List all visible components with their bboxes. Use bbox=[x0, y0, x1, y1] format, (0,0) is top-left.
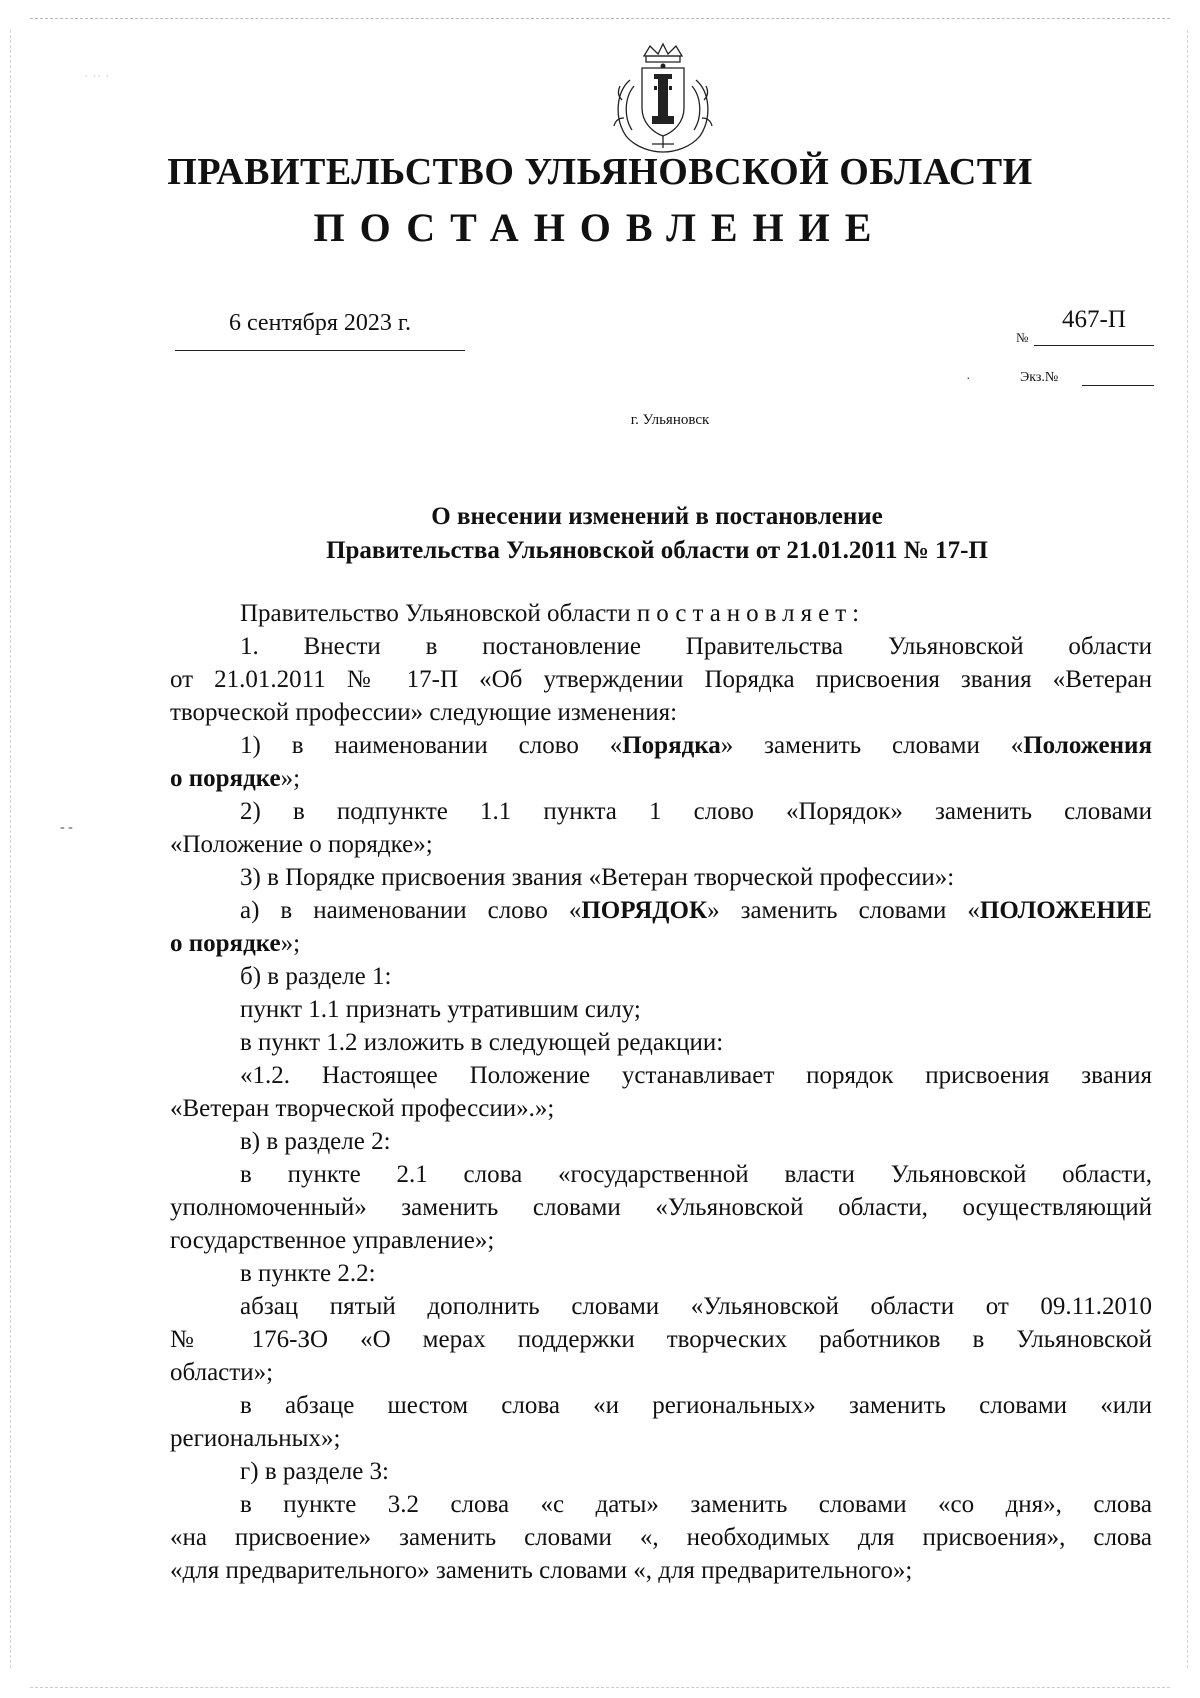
subitem-line: г) в разделе 3: bbox=[240, 1458, 389, 1485]
intro-verb: постановляет bbox=[636, 600, 853, 627]
copy-number-underline bbox=[1082, 385, 1154, 386]
subitem-line: в пункте 2.1 слова «государственной власти Ульяновской области, bbox=[240, 1161, 1152, 1188]
bold-term: о порядке bbox=[170, 765, 281, 792]
number-label: № bbox=[1016, 330, 1029, 345]
subitem-line: области»; bbox=[170, 1359, 274, 1386]
subitem-line bbox=[170, 894, 1152, 927]
text-run: » заменить словами « bbox=[707, 897, 980, 924]
paragraph-line: творческой профессии» следующие изменения: bbox=[170, 699, 678, 726]
item-line: 3) в Порядке присвоения звания «Ветеран творческой профессии»: bbox=[240, 864, 955, 891]
subitem-line: б) в разделе 1: bbox=[240, 963, 392, 990]
city: г. Ульяновск bbox=[630, 412, 710, 428]
scan-speck: · bbox=[966, 372, 971, 387]
subitem-line: в пункте 3.2 слова «с даты» заменить словами «со дня», слова bbox=[240, 1491, 1152, 1518]
text-run: »; bbox=[280, 930, 301, 957]
scan-edge-top bbox=[30, 18, 1170, 19]
bold-term: Порядка bbox=[622, 732, 721, 759]
copy-number-label: Экз.№ bbox=[1020, 370, 1059, 385]
subitem-line: уполномоченный» заменить словами «Ульяновской области, осуществляющий bbox=[170, 1194, 1152, 1221]
scan-speck: - - bbox=[60, 820, 73, 835]
title-line: Правительства Ульяновской области от 21.01.2011 № 17-П bbox=[326, 537, 988, 564]
subitem-line bbox=[170, 927, 1152, 960]
item-line bbox=[170, 729, 1152, 762]
bold-term: о порядке bbox=[170, 930, 281, 957]
subitem-line: № 176-ЗО «О мерах поддержки творческих работников в Ульяновской bbox=[170, 1326, 1152, 1353]
item-line bbox=[170, 762, 1152, 795]
scan-edge-bottom bbox=[30, 1687, 1170, 1688]
document-title bbox=[0, 500, 1200, 568]
subitem-line: в пункте 2.2: bbox=[240, 1260, 376, 1287]
subitem-line: в абзаце шестом слова «и региональных» заменить словами «или bbox=[240, 1392, 1152, 1419]
text-run: 1) в наименовании слово « bbox=[240, 732, 623, 759]
bold-term: Положения bbox=[1023, 732, 1152, 759]
subitem-line: «1.2. Настоящее Положение устанавливает порядок присвоения звания bbox=[240, 1062, 1152, 1089]
subitem-line: «Ветеран творческой профессии».»; bbox=[170, 1095, 555, 1122]
coat-of-arms-icon bbox=[608, 40, 718, 155]
document-type: ПОСТАНОВЛЕНИЕ bbox=[313, 205, 887, 250]
bold-term: ПОЛОЖЕНИЕ bbox=[979, 897, 1152, 924]
subitem-line: абзац пятый дополнить словами «Ульяновской области от 09.11.2010 bbox=[240, 1293, 1152, 1320]
subitem-line: в) в разделе 2: bbox=[240, 1128, 391, 1155]
scan-edge-right bbox=[1187, 30, 1188, 1668]
paragraph-line: 1. Внести в постановление Правительства Ульяновской области bbox=[240, 633, 1152, 660]
number-underline bbox=[1034, 345, 1154, 346]
text-run: »; bbox=[280, 765, 301, 792]
document-number: 467-П bbox=[1062, 306, 1126, 333]
intro-line bbox=[170, 597, 1152, 630]
item-line: 2) в подпункте 1.1 пункта 1 слово «Порядок» заменить словами bbox=[240, 798, 1152, 825]
title-line: О внесении изменений в постановление bbox=[431, 503, 883, 530]
document-date: 6 сентября 2023 г. bbox=[228, 310, 412, 336]
subitem-line: «для предварительного» заменить словами «, для предварительного»; bbox=[170, 1557, 913, 1584]
subitem-line: пункт 1.1 признать утратившим силу; bbox=[240, 996, 641, 1023]
paragraph-line: от 21.01.2011 № 17-П «Об утверждении Порядка присвоения звания «Ветеран bbox=[170, 666, 1152, 693]
subitem-line: государственное управление»; bbox=[170, 1227, 495, 1254]
document-body bbox=[170, 597, 1152, 1587]
text-run: а) в наименовании слово « bbox=[240, 897, 582, 924]
organization-name: ПРАВИТЕЛЬСТВО УЛЬЯНОВСКОЙ ОБЛАСТИ bbox=[167, 151, 1033, 193]
item-line: «Положение о порядке»; bbox=[170, 831, 433, 858]
intro-text: Правительство Ульяновской области bbox=[240, 600, 637, 627]
bold-term: ПОРЯДОК bbox=[581, 897, 708, 924]
text-run: » заменить словами « bbox=[720, 732, 1024, 759]
scan-edge-left bbox=[10, 30, 11, 1668]
date-underline bbox=[175, 350, 465, 351]
subitem-line: «на присвоение» заменить словами «, необходимых для присвоения», слова bbox=[170, 1524, 1152, 1551]
intro-colon: : bbox=[852, 600, 860, 627]
scan-speck: · ·· · bbox=[84, 70, 110, 85]
subitem-line: региональных»; bbox=[170, 1425, 341, 1452]
subitem-line: в пункт 1.2 изложить в следующей редакции: bbox=[240, 1029, 724, 1056]
